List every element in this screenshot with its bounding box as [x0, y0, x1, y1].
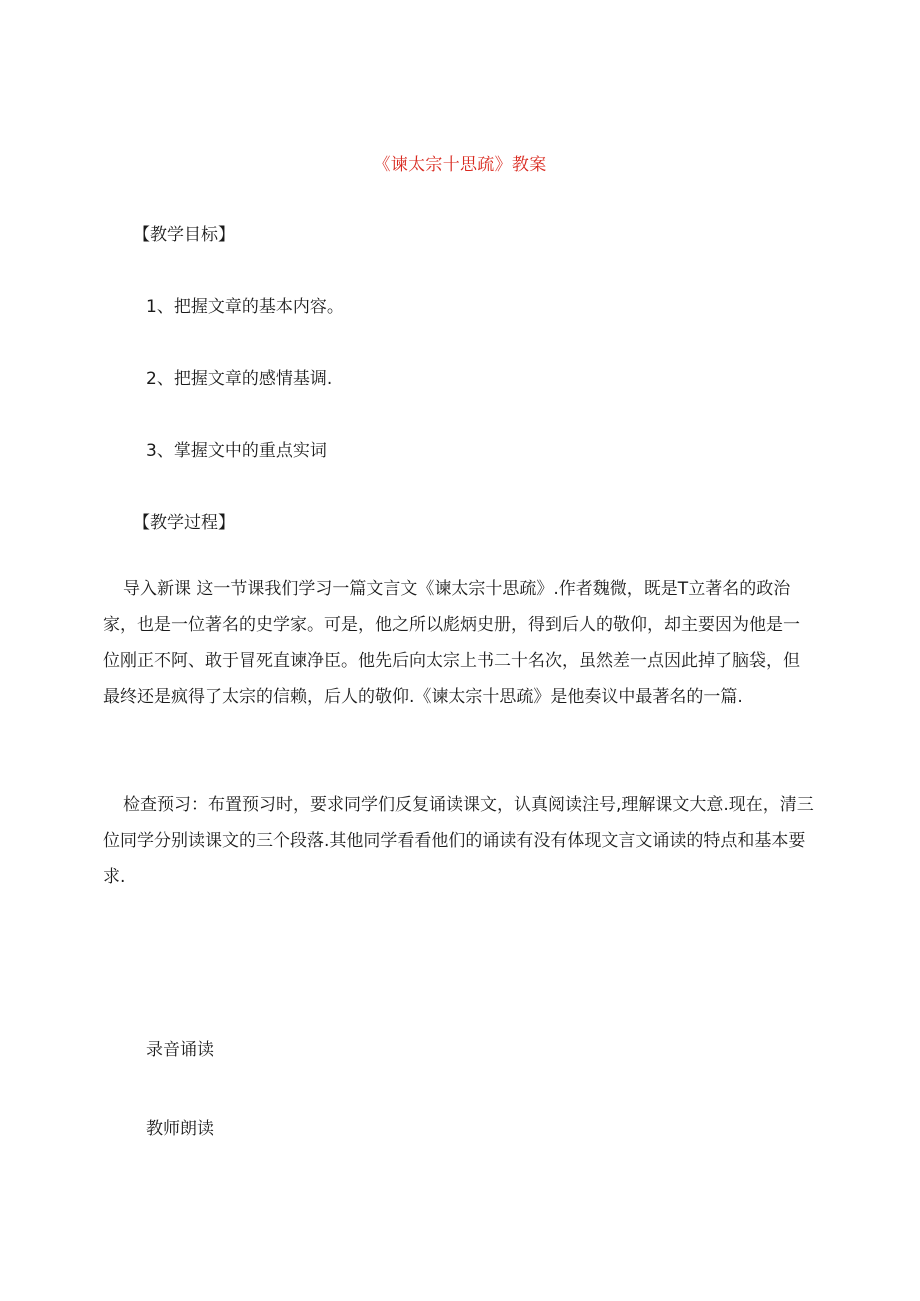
intro-paragraph-text: 导入新课 这一节课我们学习一篇文言文《谏太宗十思疏》.作者魏微，既是T立著名的政治家，也是一位著名的史学家。可是，他之所以彪炳史册，得到后人的敬仰，却主要因为他是一位刚正不阿、敢于冒死直谏净臣。他先后向太宗上书二十名次，虽然差一点因此掉了脑袋，但最终还是疯得了太宗的信赖，后人的敬仰.《谏太宗十思疏》是他奏议中最著名的一篇. — [103, 579, 800, 707]
step-teacher-reading: 教师朗读 — [146, 1119, 214, 1139]
intro-paragraph — [103, 571, 815, 715]
step-recording-reading: 录音诵读 — [146, 1040, 214, 1060]
goal-item-1: 1、把握文章的基本内容。 — [146, 297, 344, 317]
preview-paragraph-text: 检查预习：布置预习时，要求同学们反复诵读课文，认真阅读注号,理解课文大意.现在，清三位同学分别读课文的三个段落.其他同学看看他们的诵读有没有体现文言文诵读的特点和基本要求. — [103, 795, 814, 887]
document-title: 《谏太宗十思疏》教案 — [373, 155, 547, 175]
process-heading: 【教学过程】 — [133, 513, 235, 533]
goal-item-2: 2、把握文章的感情基调. — [146, 369, 333, 389]
goal-item-3: 3、掌握文中的重点实词 — [146, 441, 327, 461]
goals-heading: 【教学目标】 — [133, 225, 235, 245]
preview-paragraph — [103, 787, 815, 895]
